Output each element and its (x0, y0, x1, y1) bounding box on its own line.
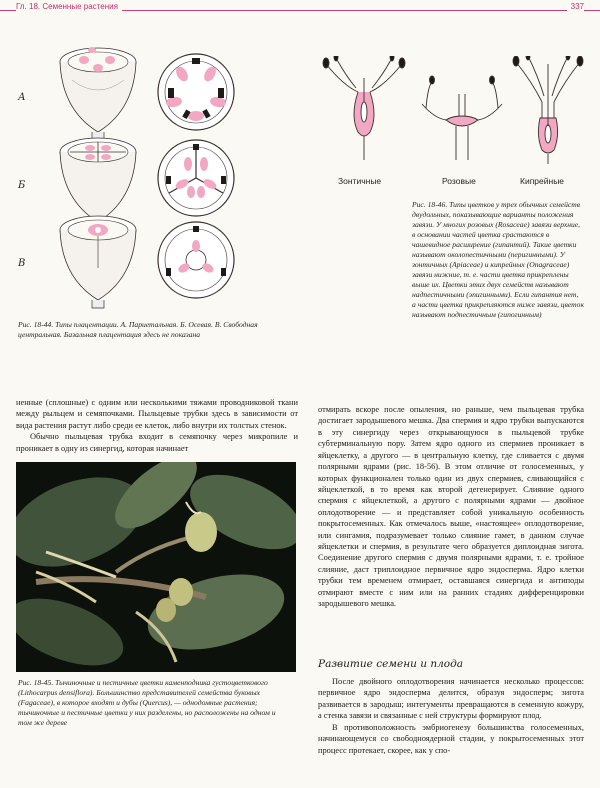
row-label-a: А (18, 92, 26, 103)
lithocarpus-photo (16, 462, 296, 672)
ovary-free-central-section (158, 222, 234, 298)
page-header (0, 0, 600, 22)
paragraph: ненные (сплошные) с одним или несколькими тяжами проводниковой ткани между рыльцем и семяпочками. Пыльцевые трубки здесь в зависимости от вида растения растут либо среди ее клеток, либо внутри их толстых стенок. (16, 398, 298, 430)
row-label-b: Б (18, 180, 26, 191)
paragraph: В противоположность эмбриогенезу большинства голосеменных, начинающемуся со свободноядерной стадии, у покрытосеменных этот процесс протекает, скорее, как у спо- (318, 722, 584, 755)
figure-18-44-caption: Рис. 18-44. Типы плацентации. А. Париетальная. Б. Осевая. В. Свободная центральная. Базальная плацентация здесь не показана (18, 320, 258, 340)
label-apiaceae: Зонтичные (338, 176, 382, 186)
right-column-text (318, 404, 584, 610)
figure-18-44 (0, 40, 310, 310)
flower-onagraceae (513, 56, 583, 164)
placentation-drawings (0, 40, 310, 310)
flower-types-drawings (312, 56, 597, 176)
row-label-c: В (18, 258, 26, 269)
left-column-text (16, 397, 298, 454)
chapter-title: Гл. 18. Семенные растения (16, 2, 122, 11)
page-number: 337 (567, 2, 584, 11)
flower-rosaceae (422, 76, 502, 160)
figure-18-45-caption: Рис. 18-45. Тычиночные и пестичные цветки каменподника густоцветкового (Lithocarpus densiflora). Большинство представителей семейства буковых (Fagaceae), в которое входят и дубы (Quercus), — однодомные растения; тычиночные и пестичные цветки у них разделены, но расположены на одном и том же дереве (18, 678, 276, 728)
section-title: Развитие семени и плода (318, 658, 464, 670)
ovary-free-central-3d (60, 216, 136, 308)
flower-apiaceae (323, 56, 405, 160)
ovary-parietal-3d (60, 47, 136, 142)
ovary-axile-section (158, 140, 234, 216)
label-onagraceae: Кипрейные (520, 176, 565, 186)
ovary-parietal-section (158, 54, 234, 130)
paragraph: Обычно пыльцевая трубка входит в семяпочку через микропиле и проникает в одну из синергид, которая начинает (16, 432, 298, 453)
paragraph: После двойного оплодотворения начинается несколько процессов: первичное ядро эндосперма делится, образуя эндосперм; зигота развивается в зародыш; интегументы превращаются в семенную кожуру, а стенка завязи и связанные с ней структуры формируют плод. (318, 677, 584, 721)
figure-18-46 (312, 56, 597, 196)
figure-18-45-photo (16, 462, 296, 672)
figure-18-46-caption: Рис. 18-46. Типы цветков у трех обычных семейств двудольных, показывающие варианты положения завязи. У многих розовых (Rosaceae) завязи верхние, в основании частей цветка срастаются в чашевидное расширение (гипантий). Такие цветки называют околопестичными (перигинными). У зонтичных (Apiaceae) и кипрейных (Onagraceae) завязи нижние, т. е. части цветка прикреплены выше их. Цветки этих двух семейств называют надпестичными (эпигинными). Если гипантия нет, а части цветка прикрепляются ниже завязи, цветок называют подпестичным (гипогинным) (412, 200, 584, 320)
section-text (318, 676, 584, 756)
label-rosaceae: Розовые (442, 176, 476, 186)
paragraph: отмирать вскоре после опыления, но раньше, чем пыльцевая трубка достигает зародышевого мешка. Два спермия и ядро трубки выпускаются в эту синергиду через открывающуюся в пыльцевой трубке субтерминальную пору. Затем ядро одного из спермиев проникает в яйцеклетку, а другого — в центральную клетку, где сливается с двумя полярными ядрами (рис. 18-56). В этом отличие от голосеменных, у которых функционален только один из двух спермиев, сливающийся с яйцеклеткой, в то время как второй дегенерирует. Слияние одного спермия с яйцеклеткой, а другого с полярными ядрами — двойное оплодотворение — и представляет собой уникальную особенность покрытосеменных. Как отмечалось выше, «настоящее» оплодотворение, или сингамия, подразумевает только слияние гамет, в данном случае яйцеклетки и спермия, в результате чего образуется диплоидная зигота. Соединение другого спермия с двумя полярными ядрами, т. е. тройное слияние, даст триплоидное первичное ядро эндосперма. Ядро клетки трубки тем временем отмирает, оставшаяся синергида и антиподы отмирают вместе с ним или на ранних стадиях дифференцировки зародышевого мешка. (318, 405, 584, 609)
